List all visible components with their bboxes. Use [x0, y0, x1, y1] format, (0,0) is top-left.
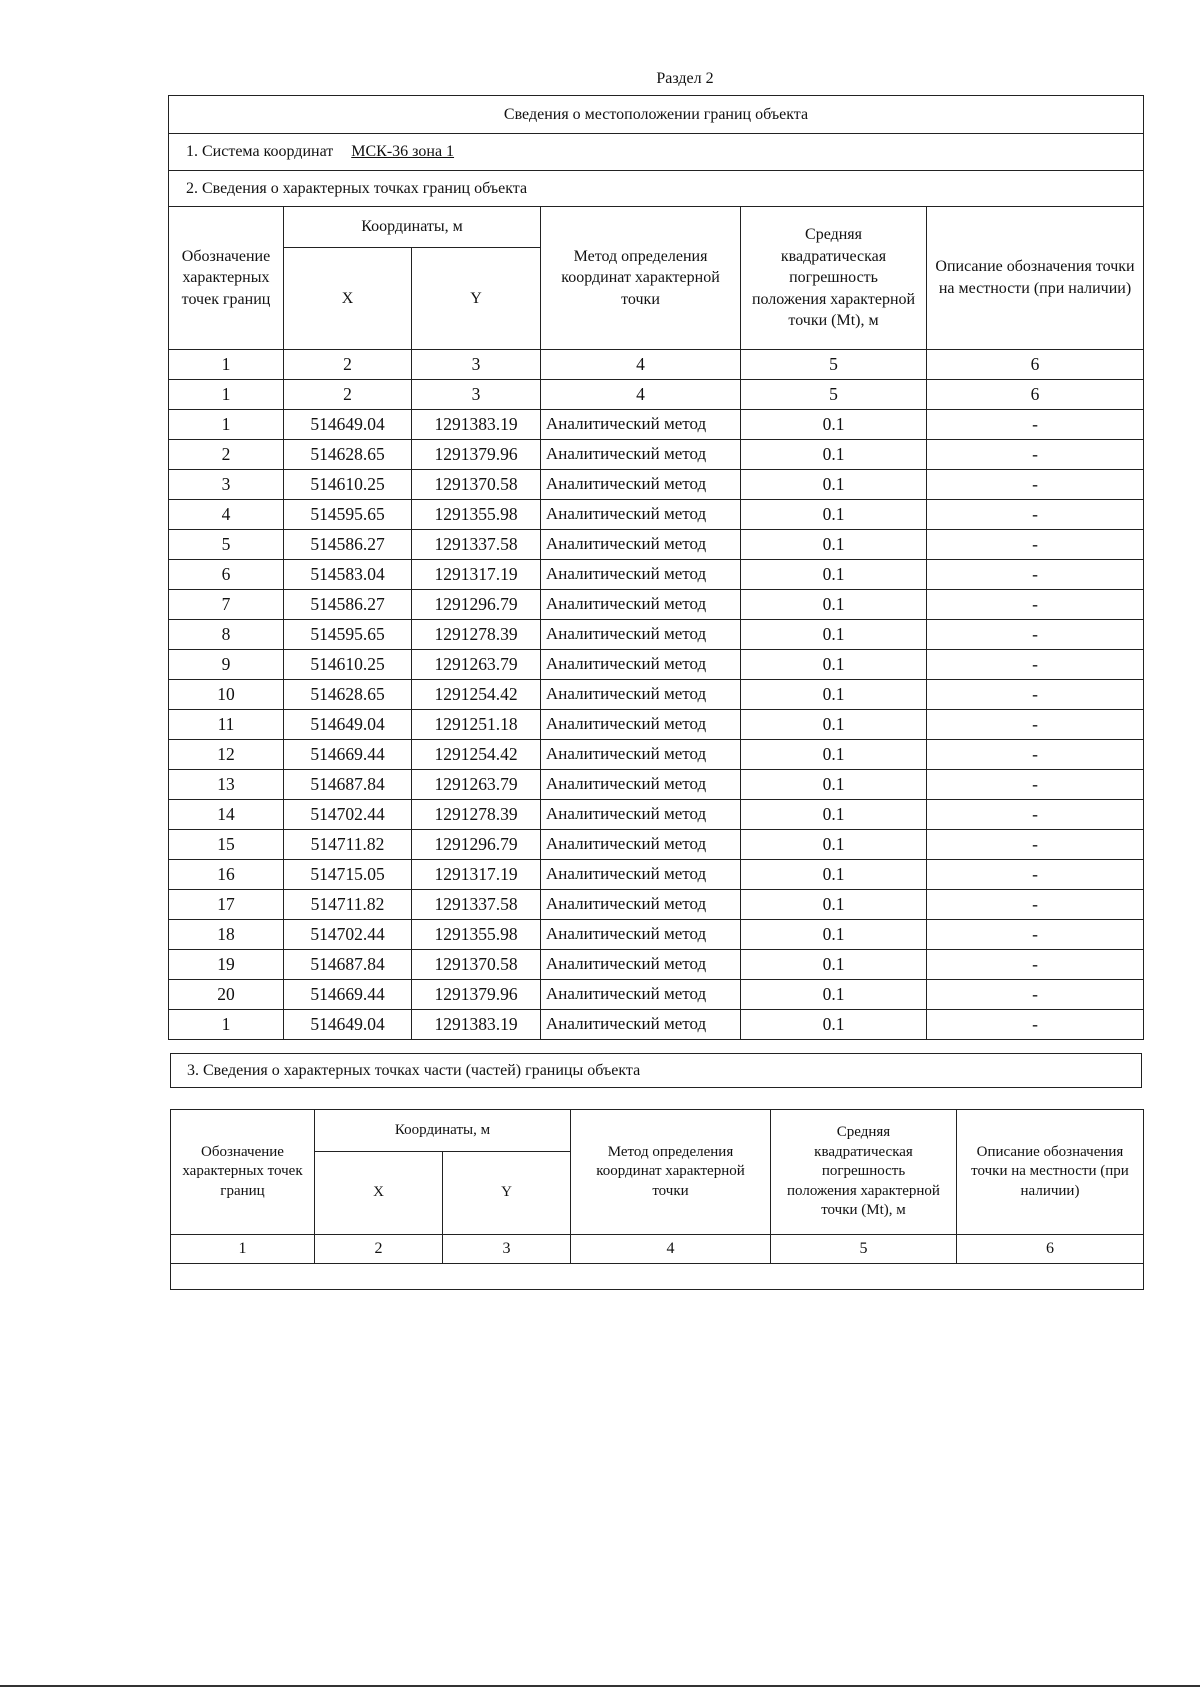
coord-y: 1291379.96: [412, 440, 541, 470]
point-number: 16: [169, 860, 284, 890]
coord-y: 1291254.42: [412, 740, 541, 770]
method: Аналитический метод: [541, 1010, 741, 1040]
description: -: [927, 980, 1144, 1010]
point-number: 12: [169, 740, 284, 770]
error: 0.1: [741, 920, 927, 950]
col-number: 4: [571, 1235, 771, 1264]
header-description: Описание обозначения точки на местности (при наличии): [927, 207, 1144, 350]
part-points-table: [170, 1109, 1144, 1290]
coord-y: 1291317.19: [412, 560, 541, 590]
error: 0.1: [741, 830, 927, 860]
point-number: 17: [169, 890, 284, 920]
method: Аналитический метод: [541, 620, 741, 650]
table-row: [169, 650, 1144, 680]
coord-x: 514649.04: [284, 410, 412, 440]
point-number: 1: [169, 410, 284, 440]
description: -: [927, 800, 1144, 830]
coord-system-label: 1. Система координат: [186, 143, 334, 160]
error: 0.1: [741, 800, 927, 830]
header2-x: X: [315, 1152, 443, 1235]
point-number: 14: [169, 800, 284, 830]
point-number: 3: [169, 470, 284, 500]
error: 0.1: [741, 470, 927, 500]
coord-y: 1291370.58: [412, 950, 541, 980]
coord-x: 2: [284, 380, 412, 410]
method: Аналитический метод: [541, 590, 741, 620]
point-number: 5: [169, 530, 284, 560]
table-row: [169, 920, 1144, 950]
point-number: 6: [169, 560, 284, 590]
error: 0.1: [741, 770, 927, 800]
error: 0.1: [741, 440, 927, 470]
table-row: [169, 890, 1144, 920]
coord-x: 514669.44: [284, 740, 412, 770]
col-number: 5: [741, 350, 927, 380]
description: -: [927, 650, 1144, 680]
method: Аналитический метод: [541, 950, 741, 980]
coord-y: 1291355.98: [412, 920, 541, 950]
error: 0.1: [741, 950, 927, 980]
header-y: Y: [412, 248, 541, 350]
col-number: 5: [771, 1235, 957, 1264]
coord-x: 514711.82: [284, 890, 412, 920]
point-number: 20: [169, 980, 284, 1010]
coord-x: 514715.05: [284, 860, 412, 890]
table-row: [169, 560, 1144, 590]
coord-x: 514649.04: [284, 1010, 412, 1040]
description: -: [927, 770, 1144, 800]
coord-x: 514711.82: [284, 830, 412, 860]
header-error: Средняя квадратическая погрешность положения характерной точки (Mt), м: [741, 207, 927, 350]
coord-y: 1291337.58: [412, 890, 541, 920]
method: Аналитический метод: [541, 650, 741, 680]
header-x: X: [284, 248, 412, 350]
coord-x: 514687.84: [284, 770, 412, 800]
error: 0.1: [741, 530, 927, 560]
coord-system-line: [169, 134, 1143, 171]
table-row: [169, 500, 1144, 530]
description: -: [927, 860, 1144, 890]
error: 0.1: [741, 980, 927, 1010]
coord-y: 1291337.58: [412, 530, 541, 560]
coord-y: 1291355.98: [412, 500, 541, 530]
col-number: 3: [443, 1235, 571, 1264]
method: Аналитический метод: [541, 740, 741, 770]
error: 0.1: [741, 410, 927, 440]
header-coords: Координаты, м: [284, 207, 541, 248]
header2-method: Метод определения координат характерной точки: [571, 1110, 771, 1235]
method: Аналитический метод: [541, 410, 741, 440]
coord-y: 1291296.79: [412, 590, 541, 620]
method: Аналитический метод: [541, 860, 741, 890]
point-number: 19: [169, 950, 284, 980]
coord-x: 514595.65: [284, 620, 412, 650]
point-number: 8: [169, 620, 284, 650]
description: -: [927, 680, 1144, 710]
table-row: [169, 680, 1144, 710]
col-number: 2: [315, 1235, 443, 1264]
coord-y: 1291379.96: [412, 980, 541, 1010]
method: Аналитический метод: [541, 560, 741, 590]
method: Аналитический метод: [541, 890, 741, 920]
col-number: 6: [957, 1235, 1144, 1264]
description: -: [927, 590, 1144, 620]
coord-system-value: МСК-36 зона 1: [351, 143, 455, 160]
method: Аналитический метод: [541, 470, 741, 500]
bottom-rule: [0, 1685, 1200, 1687]
table-row: [169, 620, 1144, 650]
method: Аналитический метод: [541, 830, 741, 860]
point-number: 11: [169, 710, 284, 740]
table-row: [169, 1010, 1144, 1040]
error: 0.1: [741, 740, 927, 770]
method: 4: [541, 380, 741, 410]
col-number: 1: [171, 1235, 315, 1264]
coord-x: 514649.04: [284, 710, 412, 740]
coord-y: 1291263.79: [412, 770, 541, 800]
method: Аналитический метод: [541, 980, 741, 1010]
heading: Сведения о местоположении границ объекта: [169, 96, 1143, 134]
table-row: [169, 410, 1144, 440]
table-row: [169, 380, 1144, 410]
col-number: 4: [541, 350, 741, 380]
description: -: [927, 710, 1144, 740]
error: 0.1: [741, 680, 927, 710]
table-row: [169, 950, 1144, 980]
table-row: [169, 770, 1144, 800]
section-title: Раздел 2: [656, 70, 714, 87]
description: -: [927, 440, 1144, 470]
error: 0.1: [741, 710, 927, 740]
col-number: 1: [169, 350, 284, 380]
description: -: [927, 1010, 1144, 1040]
header2-description: Описание обозначения точки на местности (при наличии): [957, 1110, 1144, 1235]
coord-y: 1291278.39: [412, 620, 541, 650]
table-row: [169, 980, 1144, 1010]
header2-y: Y: [443, 1152, 571, 1235]
coord-x: 514702.44: [284, 800, 412, 830]
point-number: 4: [169, 500, 284, 530]
point-number: 9: [169, 650, 284, 680]
description: -: [927, 560, 1144, 590]
point-number: 7: [169, 590, 284, 620]
coord-y: 1291370.58: [412, 470, 541, 500]
col-number: 3: [412, 350, 541, 380]
point-number: 1: [169, 1010, 284, 1040]
coord-y: 1291254.42: [412, 680, 541, 710]
table-row: [169, 800, 1144, 830]
error: 0.1: [741, 650, 927, 680]
coord-x: 514628.65: [284, 440, 412, 470]
description: -: [927, 470, 1144, 500]
coord-y: 1291383.19: [412, 1010, 541, 1040]
method: Аналитический метод: [541, 440, 741, 470]
coord-x: 514628.65: [284, 680, 412, 710]
coord-x: 514702.44: [284, 920, 412, 950]
point-number: 15: [169, 830, 284, 860]
method: Аналитический метод: [541, 920, 741, 950]
coord-x: 514586.27: [284, 590, 412, 620]
table-row: [169, 710, 1144, 740]
table-row: [169, 860, 1144, 890]
error: 0.1: [741, 560, 927, 590]
method: Аналитический метод: [541, 680, 741, 710]
header-method: Метод определения координат характерной точки: [541, 207, 741, 350]
coord-y: 1291317.19: [412, 860, 541, 890]
coord-x: 514583.04: [284, 560, 412, 590]
description: -: [927, 410, 1144, 440]
method: Аналитический метод: [541, 500, 741, 530]
error: 0.1: [741, 500, 927, 530]
coord-x: 514586.27: [284, 530, 412, 560]
col-number: 6: [927, 350, 1144, 380]
point-number: 13: [169, 770, 284, 800]
description: -: [927, 920, 1144, 950]
error: 0.1: [741, 1010, 927, 1040]
header2-designation: Обозначение характерных точек границ: [171, 1110, 315, 1235]
header2-error: Средняя квадратическая погрешность положения характерной точки (Mt), м: [771, 1110, 957, 1235]
description: 6: [927, 380, 1144, 410]
error: 0.1: [741, 890, 927, 920]
empty-row: [171, 1264, 1144, 1290]
header2-coords: Координаты, м: [315, 1110, 571, 1152]
error: 0.1: [741, 620, 927, 650]
coord-y: 3: [412, 380, 541, 410]
description: -: [927, 500, 1144, 530]
description: -: [927, 950, 1144, 980]
coord-x: 514610.25: [284, 470, 412, 500]
boundary-points-table: [168, 206, 1144, 1040]
description: -: [927, 890, 1144, 920]
table-row: [169, 440, 1144, 470]
parts-frame: [170, 1109, 1144, 1290]
description: -: [927, 830, 1144, 860]
point-number: 18: [169, 920, 284, 950]
table-row: [169, 830, 1144, 860]
coord-y: 1291296.79: [412, 830, 541, 860]
method: Аналитический метод: [541, 770, 741, 800]
boundaries-frame: [168, 95, 1144, 1040]
description: -: [927, 740, 1144, 770]
point-number: 10: [169, 680, 284, 710]
point-number: 1: [169, 380, 284, 410]
coord-x: 514610.25: [284, 650, 412, 680]
table-row: [169, 530, 1144, 560]
method: Аналитический метод: [541, 710, 741, 740]
description: -: [927, 530, 1144, 560]
table-row: [169, 470, 1144, 500]
method: Аналитический метод: [541, 800, 741, 830]
header-designation: Обозначение характерных точек границ: [169, 207, 284, 350]
error: 0.1: [741, 590, 927, 620]
error: 0.1: [741, 860, 927, 890]
error: 5: [741, 380, 927, 410]
coord-x: 514687.84: [284, 950, 412, 980]
parts-heading: 3. Сведения о характерных точках части (частей) границы объекта: [170, 1053, 1142, 1088]
col-number: 2: [284, 350, 412, 380]
coord-y: 1291383.19: [412, 410, 541, 440]
coord-y: 1291278.39: [412, 800, 541, 830]
points-heading: 2. Сведения о характерных точках границ объекта: [186, 180, 528, 197]
coord-y: 1291251.18: [412, 710, 541, 740]
table-row: [169, 740, 1144, 770]
coord-x: 514595.65: [284, 500, 412, 530]
coord-y: 1291263.79: [412, 650, 541, 680]
coord-x: 514669.44: [284, 980, 412, 1010]
description: -: [927, 620, 1144, 650]
point-number: 2: [169, 440, 284, 470]
method: Аналитический метод: [541, 530, 741, 560]
table-row: [169, 590, 1144, 620]
